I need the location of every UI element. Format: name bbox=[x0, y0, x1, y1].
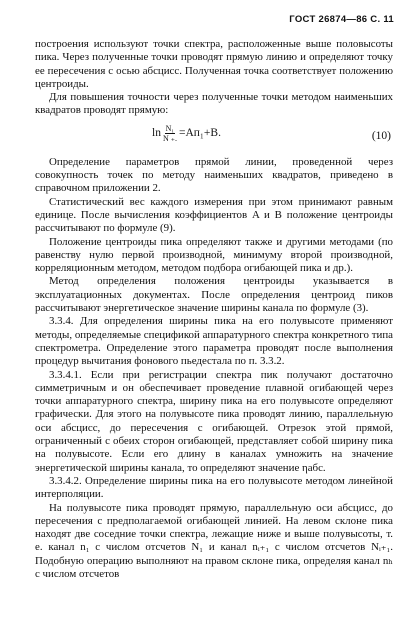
document-body bbox=[35, 38, 393, 581]
paragraph-10: На полувысоте пика проводят прямую, параллельную оси абсцисс, до пересечения с предполагаемой огибающей линией. На левом склоне пика находят две соседние точки спектра, лежащие ниже и выше полувысоты, т. е. канал n₁ с числом отсчетов N₁ и канал nᵢ₊₁ с числом отсчетов Nᵢ₊₁. Подобную операцию выполняют на правом склоне пика, определяя канал nₕ с числом отсчетов bbox=[35, 501, 393, 580]
paragraph-2: Для повышения точности через полученные точки методом наименьших квадратов проводят прямую: bbox=[35, 91, 393, 117]
formula-numerator: N₁ bbox=[165, 123, 175, 133]
paragraph-7: 3.3.4. Для определения ширины пика на его полувысоте применяют методы, определяемые спецификой аппаратурного спектра конкретного типа спектрометра. Определение этого параметра проводят после выполнения процедур вычитания фонового пьедестала по п. 3.3.2. bbox=[35, 315, 393, 368]
paragraph-4: Статистический вес каждого измерения при этом принимают равным единице. После вычисления коэффициентов A и B положение центроиды рассчитывают по формуле (9). bbox=[35, 195, 393, 235]
paragraph-1: построения используют точки спектра, расположенные выше половысоты пика. Через полученные точки проводят прямую линию и определяют точку ее пересечения с осью абсцисс. Полученная точка соответствует положению центроиды. bbox=[35, 38, 393, 90]
paragraph-9: 3.3.4.2. Определение ширины пика на его полувысоте методом линейной интерполяции. bbox=[35, 474, 393, 501]
formula-ln: ln bbox=[152, 126, 161, 139]
paragraph-8: 3.3.4.1. Если при регистрации спектра пик получают достаточно симметричным и он обеспечивает проведение плавной огибающей через точки аппаратурного спектра, ширину пика на его полувысоте определяют графически. Для этого на полувысоте пика проводят линию, параллельную оси абсцисс, до пересечения с огибающей. Отрезок этой прямой, ограниченный с обеих сторон огибающей, представляет собой ширину пика на полувысоте. Если его длину в каналах умножить на значение энергетической ширины канала, то определяют значение ηабс. bbox=[35, 368, 393, 474]
paragraph-6: Метод определения положения центроиды указывается в эксплуатационных документах. После определения центроид пиков рассчитывают энергетическое значение ширины канала по формуле (3). bbox=[35, 275, 393, 315]
formula-expression bbox=[152, 124, 221, 143]
formula-number: (10) bbox=[371, 129, 391, 142]
paragraph-3: Определение параметров прямой линии, проведенной через совокупность точек по методу наименьших квадратов, приведено в справочном приложении 2. bbox=[35, 155, 393, 195]
paragraph-5: Положение центроиды пика определяют также и другими методами (по равенству нулю первой производной, минимуму второй производной, корреляционным методом, методом подбора огибающей пика и др.). bbox=[35, 235, 393, 275]
page-header: ГОСТ 26874—86 С. 11 bbox=[289, 14, 394, 25]
formula-rhs: =Aп₁+B. bbox=[178, 126, 221, 139]
formula-fraction bbox=[163, 124, 177, 143]
formula-10 bbox=[35, 122, 393, 152]
formula-denominator: N ₊. bbox=[162, 133, 177, 143]
